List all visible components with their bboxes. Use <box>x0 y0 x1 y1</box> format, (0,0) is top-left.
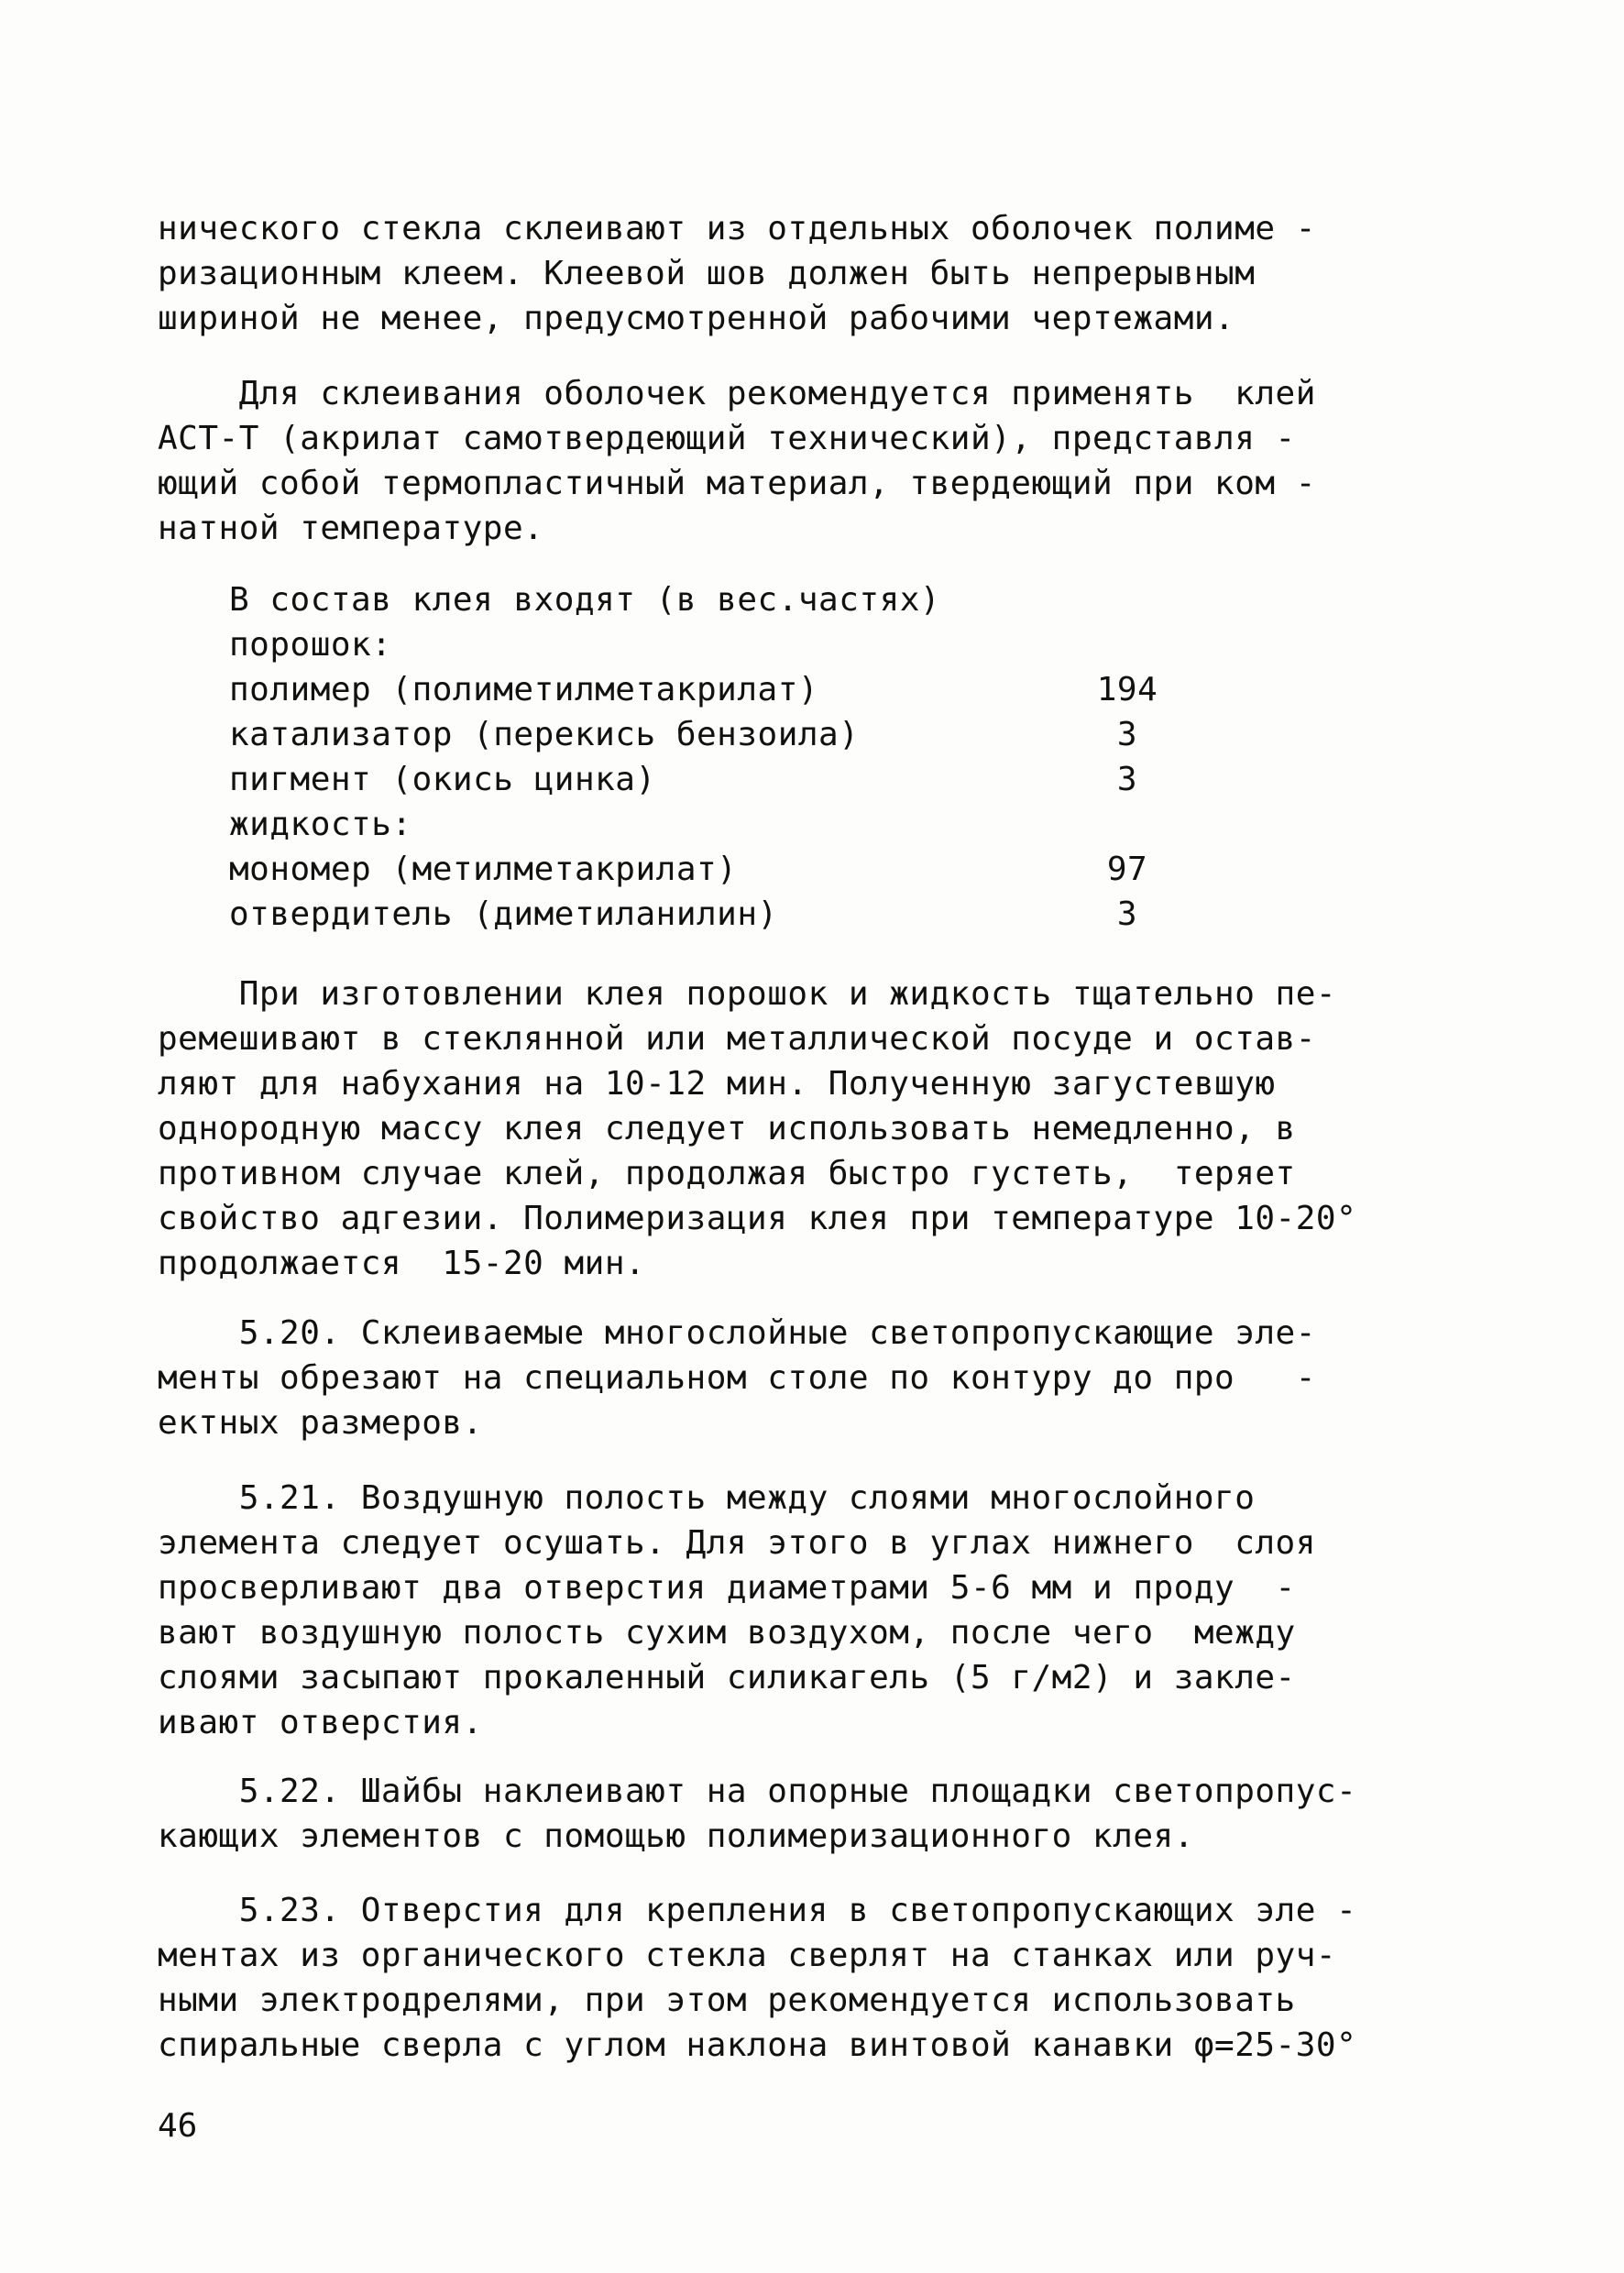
liquid-label: жидкость: <box>229 806 412 843</box>
component-name: пигмент (окись цинка) <box>229 761 656 798</box>
text-line: ектных размеров. <box>158 1404 483 1442</box>
component-name: катализатор (перекись бензоила) <box>229 716 860 753</box>
paragraph-continuation <box>158 206 1477 341</box>
text-line: слоями засыпают прокаленный силикагель (5 г/м2) и закле- <box>158 1659 1296 1697</box>
composition-row <box>229 847 1191 892</box>
text-line: ремешивают в стеклянной или металлической посуде и остав- <box>158 1020 1316 1058</box>
composition-row <box>229 667 1191 712</box>
text-line: 5.22. Шайбы наклеивают на опорные площадки светопропус- <box>158 1773 1357 1810</box>
text-line: Для склеивания оболочек рекомендуется применять клей <box>158 375 1316 412</box>
component-name: отвердитель (диметиланилин) <box>229 895 778 933</box>
paragraph-5-20 <box>158 1311 1477 1445</box>
text-line: свойство адгезии. Полимеризация клея при температуре 10-20° <box>158 1200 1357 1237</box>
component-value: 3 <box>1116 895 1138 933</box>
component-value: 3 <box>1116 761 1138 798</box>
component-value: 97 <box>1106 851 1148 888</box>
adhesive-composition-list <box>229 577 1191 937</box>
text-line: ивают отверстия. <box>158 1704 483 1741</box>
component-name: полимер (полиметилметакрилат) <box>229 671 819 708</box>
page-number: 46 <box>158 2107 198 2145</box>
text-line: ляют для набухания на 10-12 мин. Полученную загустевшую <box>158 1065 1276 1103</box>
text-line: 5.20. Склеиваемые многослойные светопропускающие эле- <box>158 1314 1316 1352</box>
component-name: мономер (метилметакрилат) <box>229 851 738 888</box>
text-line: вают воздушную полость сухим воздухом, после чего между <box>158 1614 1296 1652</box>
text-line: ющий собой термопластичный материал, твердеющий при ком - <box>158 465 1316 502</box>
paragraph-adhesive-intro <box>158 371 1477 551</box>
text-line: нического стекла склеивают из отдельных оболочек полиме - <box>158 210 1316 247</box>
text-line: противном случае клей, продолжая быстро густеть, теряет <box>158 1155 1296 1192</box>
component-value: 3 <box>1116 716 1138 753</box>
text-line: однородную массу клея следует использовать немедленно, в <box>158 1110 1296 1147</box>
text-line: ментах из органического стекла сверлят на станках или руч- <box>158 1937 1337 1974</box>
text-line: натной температуре. <box>158 510 544 547</box>
paragraph-5-21 <box>158 1476 1477 1745</box>
paragraph-preparation <box>158 972 1477 1286</box>
text-line: При изготовлении клея порошок и жидкость тщательно пе- <box>158 975 1337 1013</box>
component-value: 194 <box>1096 671 1158 708</box>
composition-heading: В состав клея входят (в вес.частях) <box>229 581 941 619</box>
text-line: ными электродрелями, при этом рекомендуется использовать <box>158 1982 1296 2019</box>
composition-row <box>229 892 1191 937</box>
text-line: шириной не менее, предусмотренной рабочими чертежами. <box>158 300 1235 337</box>
text-line: менты обрезают на специальном столе по контуру до про - <box>158 1359 1316 1397</box>
composition-row <box>229 757 1191 802</box>
text-line: 5.23. Отверстия для крепления в светопропускающих эле - <box>158 1892 1357 1929</box>
text-line: кающих элементов с помощью полимеризационного клея. <box>158 1817 1194 1855</box>
text-line: просверливают два отверстия диаметрами 5-6 мм и проду - <box>158 1569 1296 1607</box>
text-line: элемента следует осушать. Для этого в углах нижнего слоя <box>158 1524 1316 1562</box>
text-line: 5.21. Воздушную полость между слоями многослойного <box>158 1479 1256 1517</box>
text-line: спиральные сверла с углом наклона винтовой канавки φ=25-30° <box>158 2026 1357 2064</box>
paragraph-5-22 <box>158 1769 1477 1859</box>
text-line: продолжается 15-20 мин. <box>158 1245 646 1282</box>
composition-row <box>229 712 1191 757</box>
paragraph-5-23 <box>158 1888 1477 2068</box>
text-line: ризационным клеем. Клеевой шов должен быть непрерывным <box>158 255 1256 292</box>
powder-label: порошок: <box>229 626 392 664</box>
text-line: АСТ-Т (акрилат самотвердеющий технический), представля - <box>158 420 1296 457</box>
